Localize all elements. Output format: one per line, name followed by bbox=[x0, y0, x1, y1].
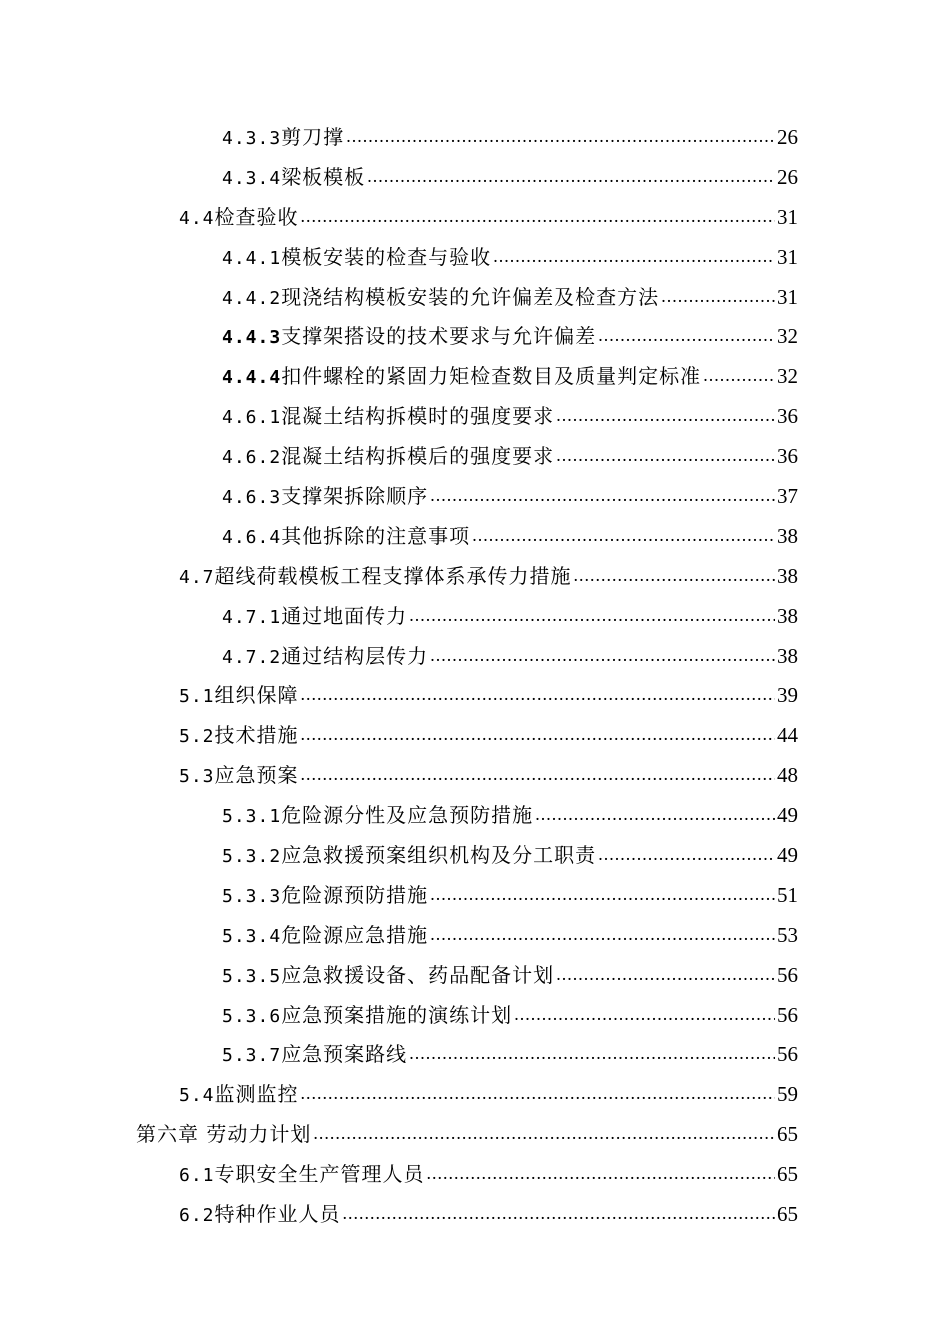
toc-dot-leader bbox=[346, 117, 775, 157]
toc-entry[interactable] bbox=[0, 796, 798, 836]
toc-entry[interactable] bbox=[0, 756, 798, 796]
toc-entry[interactable] bbox=[0, 1115, 798, 1155]
toc-entry-page-number: 32 bbox=[777, 364, 798, 389]
toc-dot-leader bbox=[556, 436, 775, 476]
toc-entry-number: 5.4 bbox=[179, 1085, 215, 1107]
toc-entry[interactable] bbox=[0, 517, 798, 557]
toc-entry-page-number: 39 bbox=[777, 683, 798, 708]
toc-entry-title: 危险源分性及应急预防措施 bbox=[281, 803, 534, 828]
toc-entry[interactable] bbox=[0, 158, 798, 198]
toc-entry[interactable] bbox=[0, 1195, 798, 1235]
toc-entry-number: 5.3.2 bbox=[222, 846, 282, 868]
toc-entry-page-number: 31 bbox=[777, 204, 798, 229]
toc-entry-number: 4.4.4 bbox=[222, 367, 282, 389]
toc-entry-page-number: 49 bbox=[777, 803, 798, 828]
toc-entry-number: 5.2 bbox=[179, 726, 215, 748]
toc-dot-leader bbox=[430, 875, 775, 915]
toc-entry-page-number: 38 bbox=[777, 563, 798, 588]
toc-entry[interactable] bbox=[0, 557, 798, 597]
toc-entry[interactable] bbox=[0, 836, 798, 876]
toc-entry-title: 其他拆除的注意事项 bbox=[281, 523, 471, 548]
toc-entry-page-number: 56 bbox=[777, 1042, 798, 1067]
toc-dot-leader bbox=[535, 795, 775, 835]
toc-entry-title: 应急预案路线 bbox=[281, 1042, 408, 1067]
toc-entry-page-number: 48 bbox=[777, 763, 798, 788]
toc-entry[interactable] bbox=[0, 676, 798, 716]
toc-entry[interactable] bbox=[0, 238, 798, 278]
toc-entry-title: 模板安装的检查与验收 bbox=[281, 244, 492, 269]
toc-entry[interactable] bbox=[0, 1155, 798, 1195]
toc-dot-leader bbox=[598, 835, 775, 875]
toc-entry-number: 4.6.3 bbox=[222, 487, 282, 509]
toc-entry-page-number: 26 bbox=[777, 164, 798, 189]
toc-dot-leader bbox=[367, 157, 775, 197]
toc-dot-leader bbox=[301, 715, 775, 755]
toc-entry-page-number: 31 bbox=[777, 284, 798, 309]
toc-entry-page-number: 49 bbox=[777, 843, 798, 868]
toc-entry-number: 4.6.1 bbox=[222, 407, 282, 429]
toc-entry-title: 危险源预防措施 bbox=[281, 882, 429, 907]
toc-dot-leader bbox=[472, 516, 775, 556]
toc-dot-leader bbox=[493, 237, 775, 277]
toc-entry-title: 通过结构层传力 bbox=[281, 643, 429, 668]
toc-entry-page-number: 51 bbox=[777, 882, 798, 907]
toc-entry[interactable] bbox=[0, 1035, 798, 1075]
toc-dot-leader bbox=[430, 476, 775, 516]
toc-entry-title: 应急救援设备、药品配备计划 bbox=[281, 962, 555, 987]
toc-entry-number: 4.7.1 bbox=[222, 606, 282, 628]
toc-entry-page-number: 38 bbox=[777, 523, 798, 548]
toc-entry-title: 超线荷载模板工程支撑体系承传力措施 bbox=[214, 563, 572, 588]
toc-dot-leader bbox=[301, 1074, 775, 1114]
toc-entry-page-number: 44 bbox=[777, 723, 798, 748]
toc-dot-leader bbox=[574, 556, 775, 596]
toc-dot-leader bbox=[514, 995, 775, 1035]
toc-dot-leader bbox=[430, 636, 775, 676]
toc-entry[interactable] bbox=[0, 716, 798, 756]
toc-dot-leader bbox=[301, 197, 775, 237]
toc-entry-number: 4.7 bbox=[179, 566, 215, 588]
toc-entry[interactable] bbox=[0, 876, 798, 916]
toc-entry-title: 监测监控 bbox=[214, 1082, 299, 1107]
toc-entry-title: 应急预案 bbox=[214, 763, 299, 788]
toc-entry-page-number: 56 bbox=[777, 1002, 798, 1027]
toc-entry-title: 支撑架搭设的技术要求与允许偏差 bbox=[281, 324, 597, 349]
toc-dot-leader bbox=[556, 396, 775, 436]
toc-entry-number: 5.3.1 bbox=[222, 806, 282, 828]
toc-entry-title: 应急预案措施的演练计划 bbox=[281, 1002, 513, 1027]
toc-entry-title: 剪刀撑 bbox=[281, 125, 345, 149]
toc-entry[interactable] bbox=[0, 996, 798, 1036]
toc-entry[interactable] bbox=[0, 278, 798, 318]
toc-entry-page-number: 37 bbox=[777, 484, 798, 509]
toc-entry-page-number: 26 bbox=[777, 125, 798, 149]
toc-dot-leader bbox=[343, 1194, 775, 1234]
toc-entry-number: 5.3.6 bbox=[222, 1005, 282, 1027]
toc-entry-page-number: 32 bbox=[777, 324, 798, 349]
toc-entry-page-number: 65 bbox=[777, 1122, 798, 1147]
toc-dot-leader bbox=[409, 596, 775, 636]
toc-dot-leader bbox=[313, 1114, 775, 1154]
toc-entry-title: 第六章 劳动力计划 bbox=[136, 1122, 312, 1147]
toc-entry-title: 混凝土结构拆模时的强度要求 bbox=[281, 404, 555, 429]
toc-dot-leader bbox=[430, 915, 775, 955]
toc-dot-leader bbox=[556, 955, 775, 995]
toc-entry-title: 梁板模板 bbox=[281, 164, 366, 189]
toc-entry-number: 6.2 bbox=[179, 1205, 215, 1227]
toc-entry-title: 扣件螺栓的紧固力矩检查数目及质量判定标准 bbox=[281, 364, 702, 389]
toc-entry-number: 5.3.4 bbox=[222, 925, 282, 947]
toc-entry[interactable] bbox=[0, 1075, 798, 1115]
toc-entry-title: 通过地面传力 bbox=[281, 603, 408, 628]
table-of-contents bbox=[0, 118, 950, 1235]
toc-entry[interactable] bbox=[0, 477, 798, 517]
toc-entry[interactable] bbox=[0, 956, 798, 996]
toc-entry[interactable] bbox=[0, 118, 798, 158]
toc-entry-page-number: 53 bbox=[777, 922, 798, 947]
toc-entry[interactable] bbox=[0, 397, 798, 437]
toc-dot-leader bbox=[598, 316, 775, 356]
toc-entry-title: 现浇结构模板安装的允许偏差及检查方法 bbox=[281, 284, 660, 309]
toc-entry[interactable] bbox=[0, 198, 798, 238]
toc-entry[interactable] bbox=[0, 597, 798, 637]
toc-entry-number: 4.4.2 bbox=[222, 287, 282, 309]
toc-entry-number: 4.6.4 bbox=[222, 526, 282, 548]
toc-entry-title: 技术措施 bbox=[214, 723, 299, 748]
toc-entry-number: 5.3 bbox=[179, 766, 215, 788]
toc-dot-leader bbox=[427, 1154, 775, 1194]
toc-entry-title: 特种作业人员 bbox=[214, 1202, 341, 1227]
toc-entry-number: 4.6.2 bbox=[222, 447, 282, 469]
toc-entry-number: 6.1 bbox=[179, 1165, 215, 1187]
toc-entry-number: 4.7.2 bbox=[222, 646, 282, 668]
toc-entry-number: 4.4.1 bbox=[222, 247, 282, 269]
toc-dot-leader bbox=[661, 277, 775, 317]
toc-entry-number: 4.4 bbox=[179, 207, 215, 229]
toc-dot-leader bbox=[301, 755, 775, 795]
toc-entry-page-number: 56 bbox=[777, 962, 798, 987]
toc-entry-page-number: 38 bbox=[777, 603, 798, 628]
toc-entry-page-number: 36 bbox=[777, 444, 798, 469]
toc-entry-page-number: 65 bbox=[777, 1162, 798, 1187]
toc-entry[interactable] bbox=[0, 437, 798, 477]
toc-dot-leader bbox=[409, 1034, 775, 1074]
toc-entry[interactable] bbox=[0, 317, 798, 357]
toc-entry[interactable] bbox=[0, 637, 798, 677]
toc-entry-title: 混凝土结构拆模后的强度要求 bbox=[281, 444, 555, 469]
toc-dot-leader bbox=[301, 675, 775, 715]
toc-entry-number: 5.1 bbox=[179, 686, 215, 708]
toc-entry-title: 组织保障 bbox=[214, 683, 299, 708]
toc-entry-number: 5.3.7 bbox=[222, 1045, 282, 1067]
toc-entry-number: 4.3.3 bbox=[222, 128, 282, 149]
toc-entry-number: 5.3.5 bbox=[222, 965, 282, 987]
toc-entry-page-number: 31 bbox=[777, 244, 798, 269]
toc-entry-page-number: 36 bbox=[777, 404, 798, 429]
toc-entry-number: 5.3.3 bbox=[222, 885, 282, 907]
toc-dot-leader bbox=[703, 356, 775, 396]
toc-entry[interactable] bbox=[0, 357, 798, 397]
toc-entry-title: 专职安全生产管理人员 bbox=[214, 1162, 425, 1187]
toc-entry-title: 支撑架拆除顺序 bbox=[281, 484, 429, 509]
toc-entry-title: 危险源应急措施 bbox=[281, 922, 429, 947]
toc-entry-number: 4.4.3 bbox=[222, 327, 282, 349]
toc-entry-title: 检查验收 bbox=[214, 204, 299, 229]
toc-entry-page-number: 65 bbox=[777, 1202, 798, 1227]
toc-entry-number: 4.3.4 bbox=[222, 167, 282, 189]
toc-entry-title: 应急救援预案组织机构及分工职责 bbox=[281, 843, 597, 868]
toc-entry-page-number: 59 bbox=[777, 1082, 798, 1107]
toc-entry[interactable] bbox=[0, 916, 798, 956]
toc-entry-page-number: 38 bbox=[777, 643, 798, 668]
